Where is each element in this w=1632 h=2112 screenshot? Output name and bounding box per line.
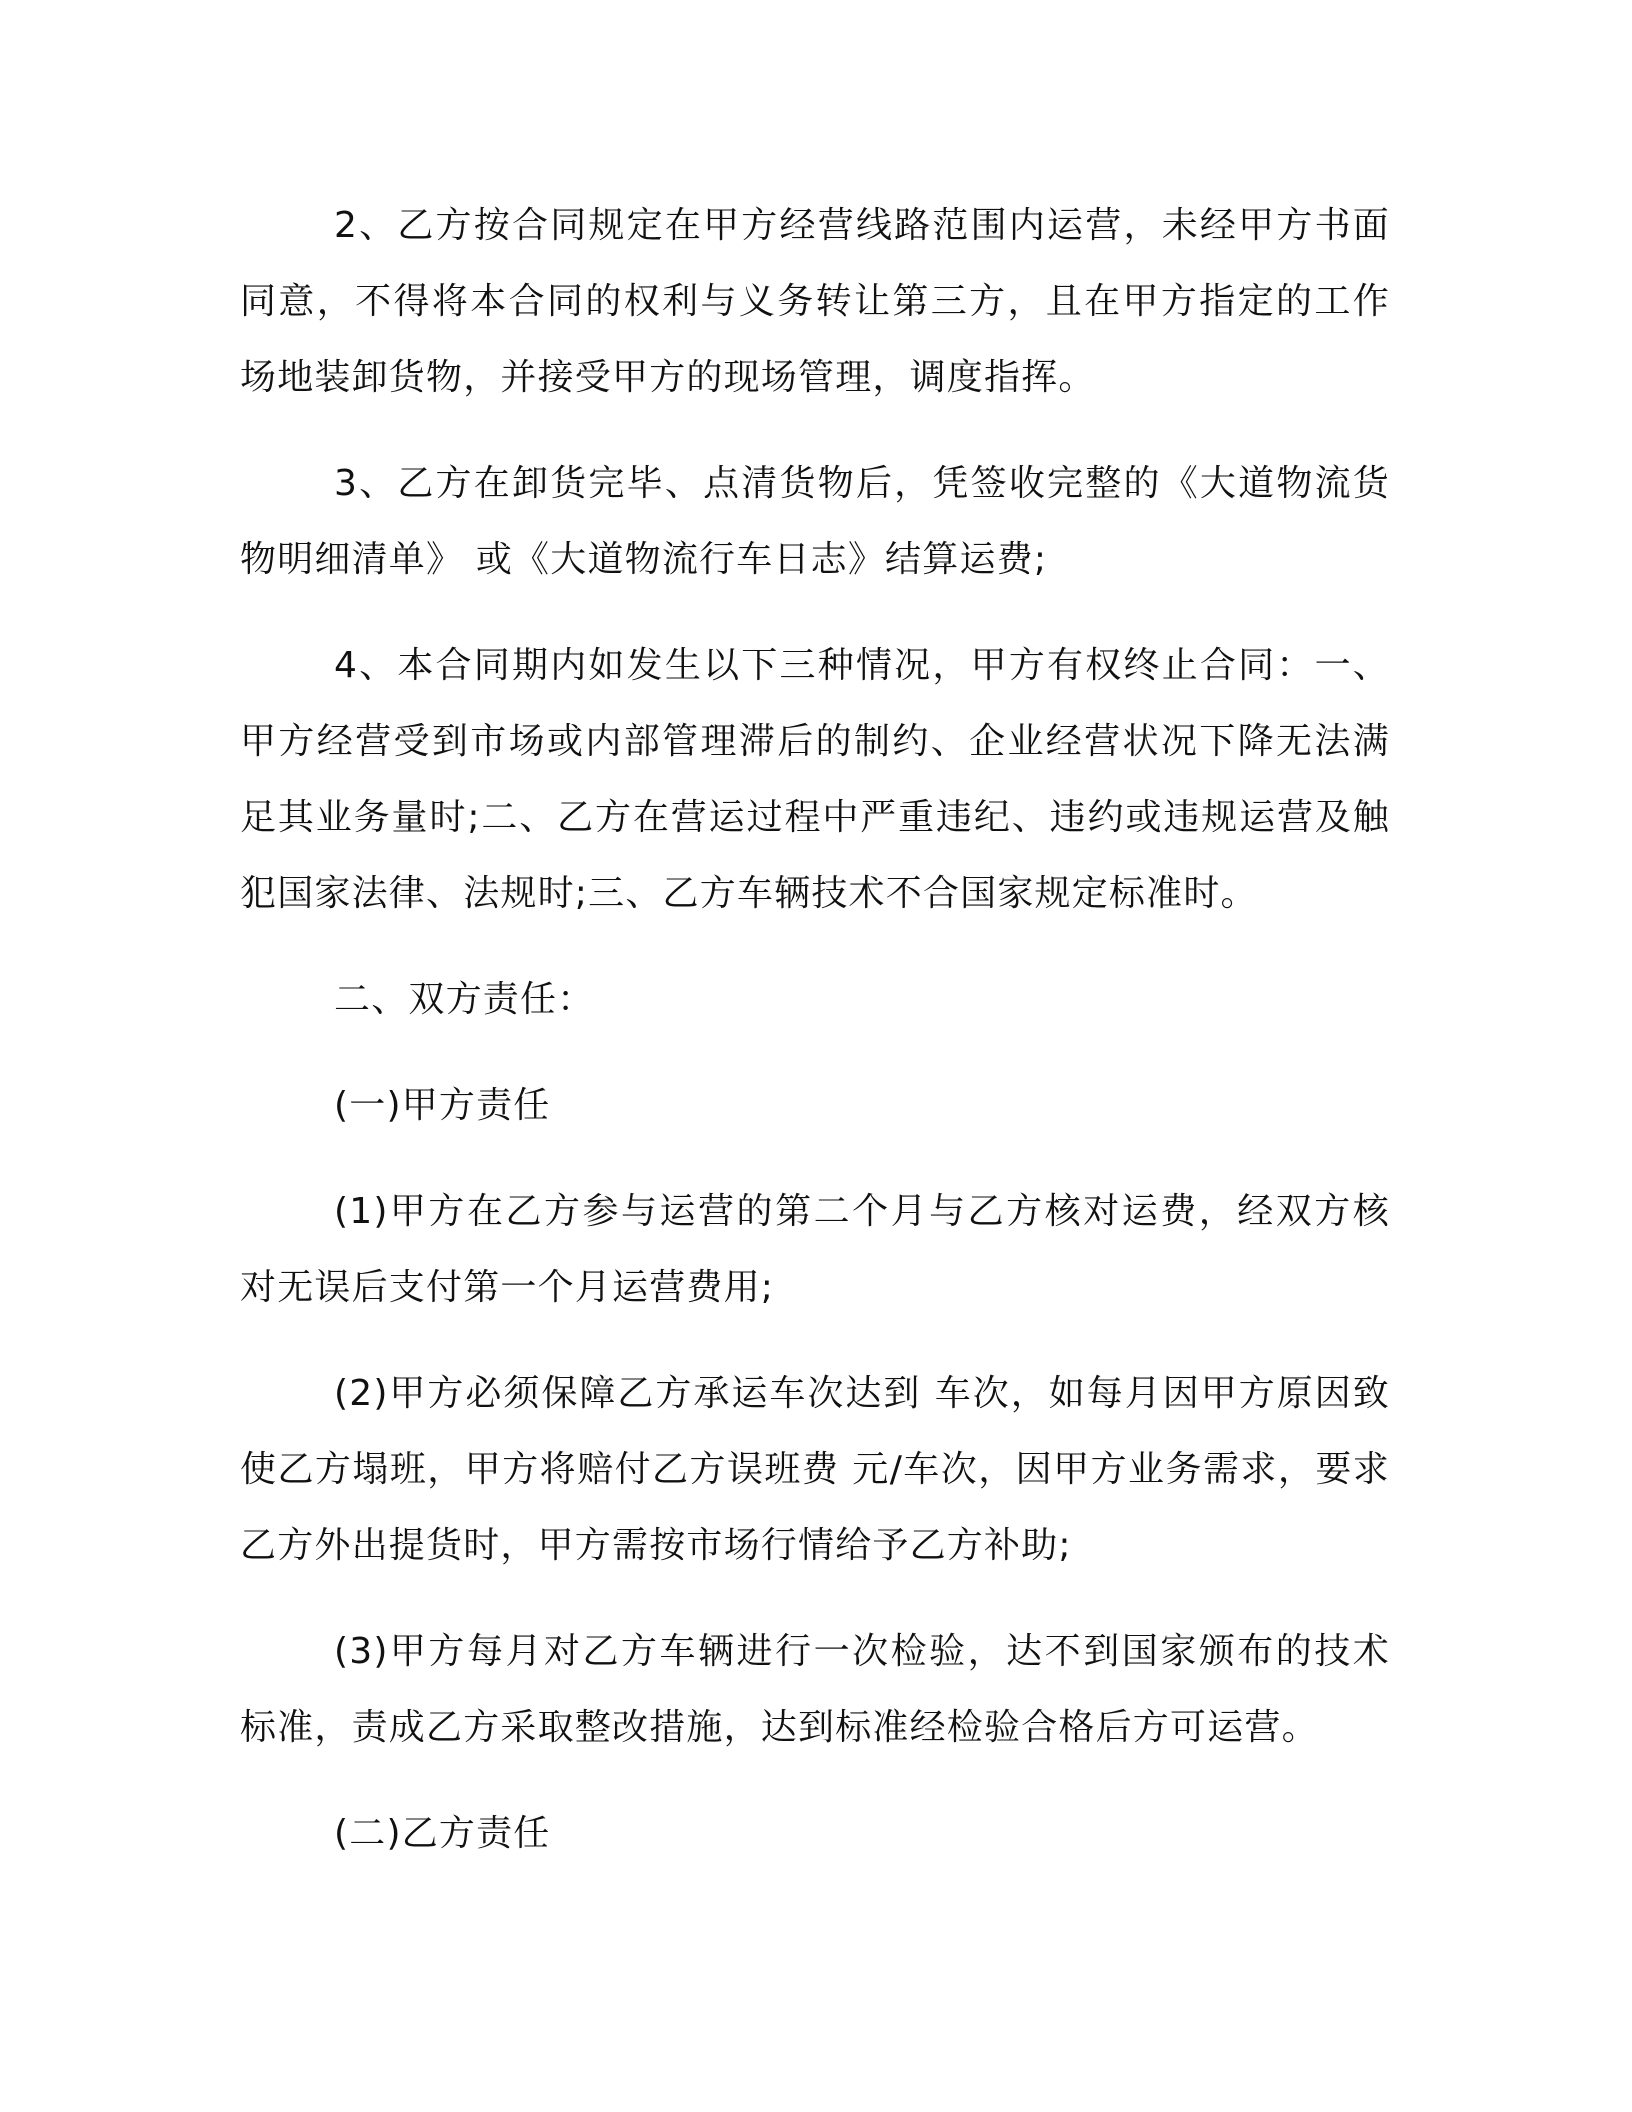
document-body (240, 188, 1390, 1902)
party-a-item-2: (2)甲方必须保障乙方承运车次达到 车次，如每月因甲方原因致使乙方塌班，甲方将赔付乙方误班费 元/车次，因甲方业务需求，要求乙方外出提货时，甲方需按市场行情给予乙方补助; (240, 1373, 1390, 1566)
subsection-heading-party-a: (一)甲方责任 (334, 1085, 551, 1126)
party-a-item-1: (1)甲方在乙方参与运营的第二个月与乙方核对运费，经双方核对无误后支付第一个月运营费用; (240, 1191, 1390, 1308)
clause-4-paragraph: 4、本合同期内如发生以下三种情况，甲方有权终止合同：一、甲方经营受到市场或内部管理滞后的制约、企业经营状况下降无法满足其业务量时;二、乙方在营运过程中严重违纪、违约或违规运营及触犯国家法律、法规时;三、乙方车辆技术不合国家规定标准时。 (240, 645, 1390, 914)
section-heading-responsibilities: 二、双方责任： (334, 979, 595, 1020)
party-a-item-3: (3)甲方每月对乙方车辆进行一次检验，达不到国家颁布的技术标准，责成乙方采取整改措施，达到标准经检验合格后方可运营。 (240, 1631, 1390, 1748)
clause-2-paragraph: 2、乙方按合同规定在甲方经营线路范围内运营，未经甲方书面同意，不得将本合同的权利与义务转让第三方，且在甲方指定的工作场地装卸货物，并接受甲方的现场管理，调度指挥。 (240, 205, 1390, 398)
clause-3-paragraph: 3、乙方在卸货完毕、点清货物后，凭签收完整的《大道物流货物明细清单》 或《大道物流行车日志》结算运费; (240, 463, 1390, 580)
subsection-heading-party-b: (二)乙方责任 (334, 1813, 551, 1854)
